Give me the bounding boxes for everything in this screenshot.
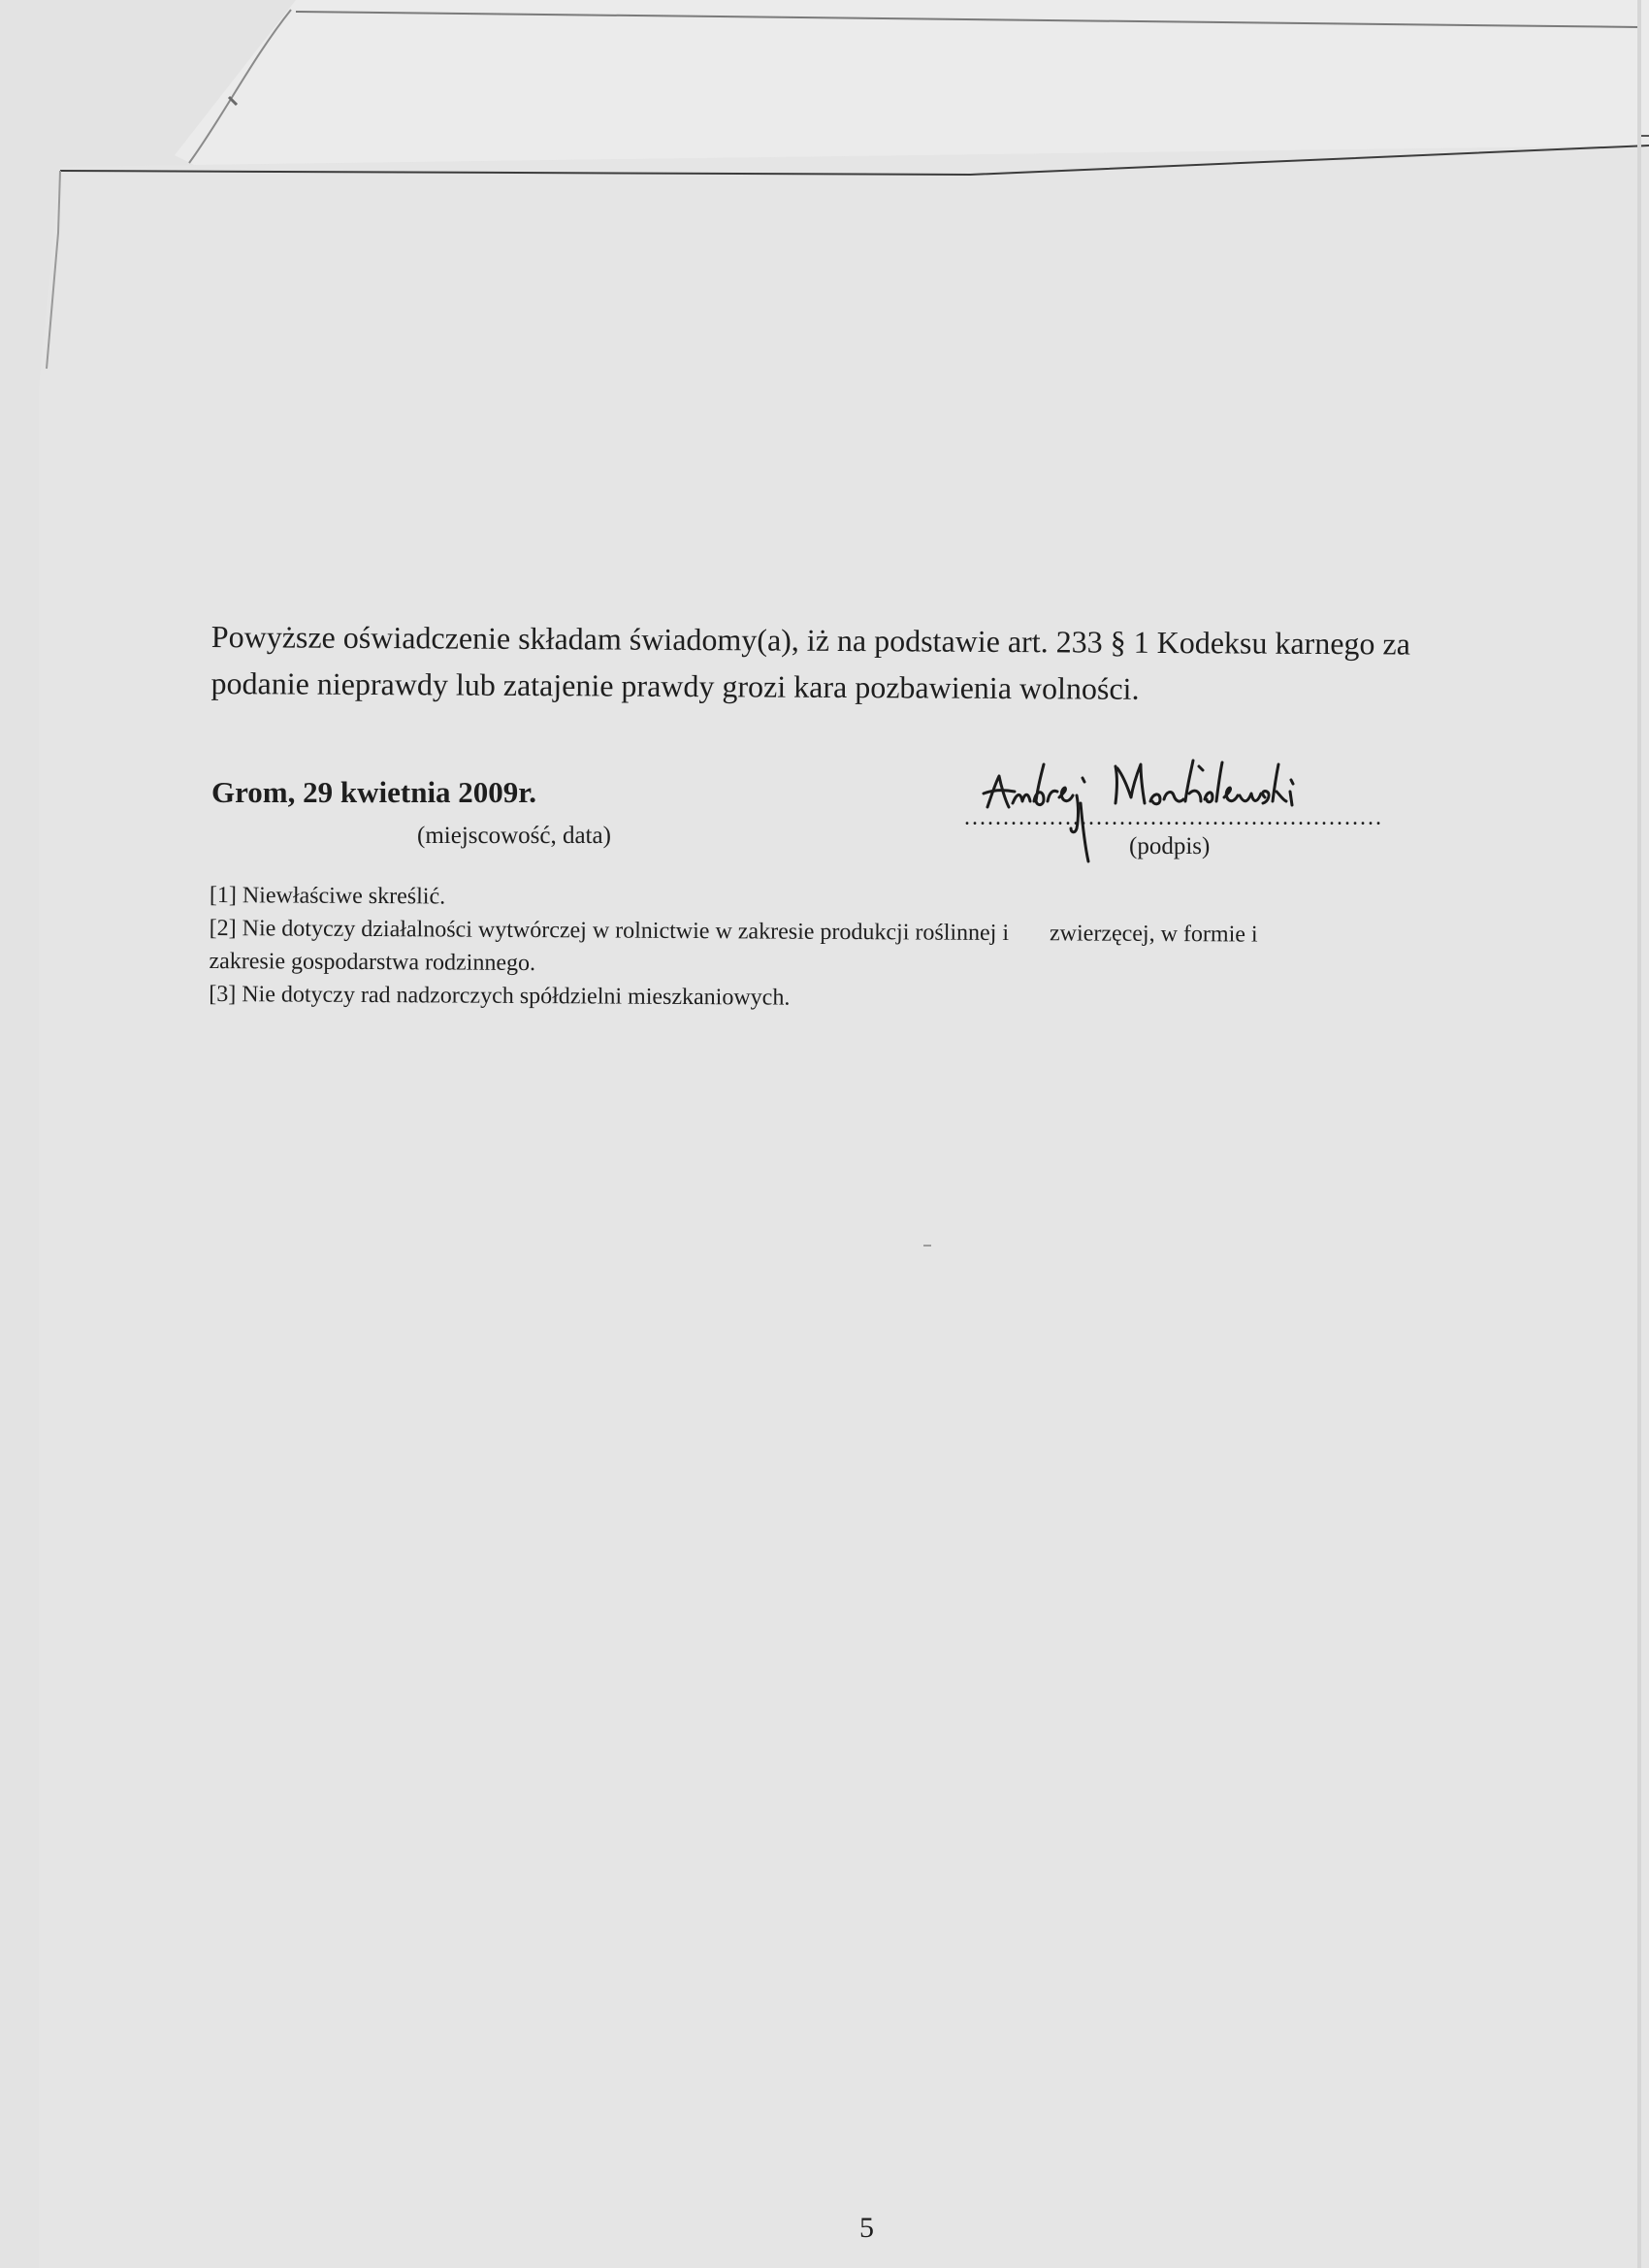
- footnote-text: Nie dotyczy działalności wytwórczej w rolnictwie w zakresie produkcji roślinnej i: [242, 916, 1010, 947]
- place-date: Grom, 29 kwietnia 2009r.: [211, 775, 536, 809]
- signature-dotted-line: ......................................................: [964, 805, 1383, 830]
- handwritten-signature: [970, 747, 1484, 883]
- statement-line: Powyższe oświadczenie składam świadomy(a), iż na podstawie art. 233 § 1 Kodeksu karnego za: [210, 618, 1411, 662]
- signature-caption: (podpis): [1129, 833, 1211, 859]
- footnote-marker: [1]: [209, 882, 237, 909]
- footnote-marker: [3]: [209, 981, 237, 1008]
- footnotes: [209, 879, 1471, 1019]
- place-date-caption: (miejscowość, data): [417, 823, 611, 849]
- footnote-text: zakresie gospodarstwa rodzinnego.: [209, 948, 536, 977]
- footnote-marker: [2]: [209, 915, 237, 942]
- statement-line: podanie nieprawdy lub zatajenie prawdy grozi kara pozbawienia wolności.: [210, 664, 1140, 706]
- footnote-text: Niewłaściwe skreślić.: [242, 883, 446, 910]
- page-number: 5: [859, 2212, 874, 2244]
- footnote-item: [209, 978, 1470, 1019]
- footnote-text-continued: zwierzęcej, w formie i: [1049, 921, 1258, 948]
- footnote-text: Nie dotyczy rad nadzorczych spółdzielni mieszkaniowych.: [242, 982, 791, 1011]
- declaration-statement: [210, 613, 1472, 714]
